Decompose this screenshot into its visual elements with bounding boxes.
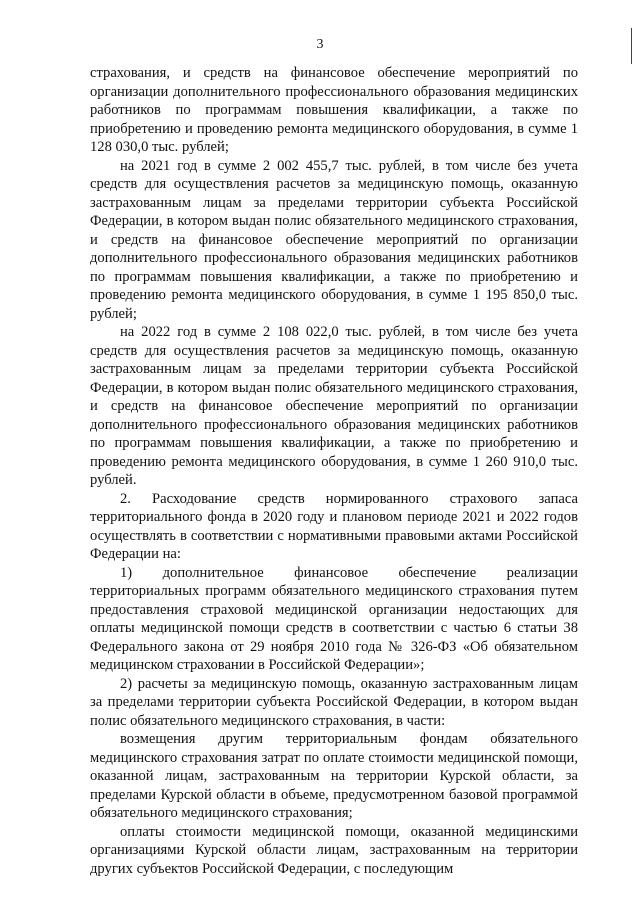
- page-number: 3: [316, 37, 324, 52]
- paragraph: на 2021 год в сумме 2 002 455,7 тыс. рублей, в том числе без учета средств для осуществления расчетов за медицинскую помощь, оказанную застрахованным лицам за пределами территории субъекта Российской Федерации, в котором выдан полис обязательного медицинского страхования, и средств на финансовое обеспечение мероприятий по организации дополнительного профессионального образования медицинских работников по программам повышения квалификации, а также по приобретению и проведению ремонта медицинского оборудования, в сумме 1 195 850,0 тыс. рублей;: [90, 157, 578, 322]
- paragraph: оплаты стоимости медицинской помощи, оказанной медицинскими организациями Курской области лицам, застрахованным на территории других субъектов Российской Федерации, с последующим: [90, 823, 578, 877]
- paragraph: возмещения другим территориальным фондам обязательного медицинского страхования затрат по оплате стоимости медицинской помощи, оказанной лицам, застрахованным на территории Курской области, за пределами Курской области в объеме, предусмотренном базовой программой обязательного медицинского страхования;: [90, 731, 578, 821]
- paragraph: страхования, и средств на финансовое обеспечение мероприятий по организации дополнительного профессионального образования медицинских работников по программам повышения квалификации, а также по приобретению и проведению ремонта медицинского оборудования, в сумме 1 128 030,0 тыс. рублей;: [90, 65, 578, 155]
- body-text: [90, 64, 578, 878]
- paragraph: 2) расчеты за медицинскую помощь, оказанную застрахованным лицам за пределами территории субъекта Российской Федерации, в котором выдан полис обязательного медицинского страхования, в части:: [90, 675, 578, 729]
- paragraph: на 2022 год в сумме 2 108 022,0 тыс. рублей, в том числе без учета средств для осуществления расчетов за медицинскую помощь, оказанную застрахованным лицам за пределами территории субъекта Российской Федерации, в котором выдан полис обязательного медицинского страхования, и средств на финансовое обеспечение мероприятий по организации дополнительного профессионального образования медицинских работников по программам повышения квалификации, а также по приобретению и проведению ремонта медицинского оборудования, в сумме 1 260 910,0 тыс. рублей.: [90, 324, 578, 488]
- paragraph: 2. Расходование средств нормированного страхового запаса территориального фонда в 2020 году и плановом периоде 2021 и 2022 годов осуществлять в соответствии с нормативными правовыми актами Российской Федерации на:: [90, 490, 578, 562]
- paragraph: 1) дополнительное финансовое обеспечение реализации территориальных программ обязательного медицинского страхования путем предоставления страховой медицинской организации недостающих для оплаты медицинской помощи средств в соответствии с частью 6 статьи 38 Федерального закона от 29 ноября 2010 года № 326-ФЗ «Об обязательном медицинском страховании в Российской Федерации»;: [90, 564, 578, 673]
